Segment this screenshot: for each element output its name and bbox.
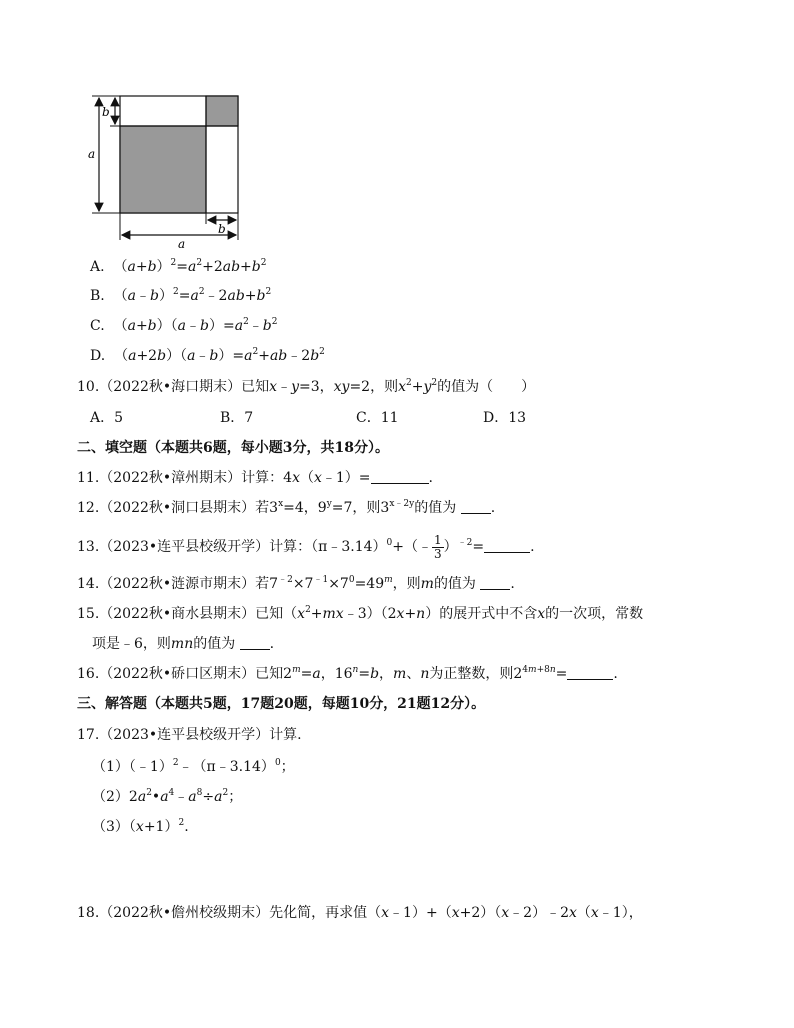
section-2-title: 二、填空题（本题共6题，每小题3分，共18分）。 [77,440,389,456]
section-3-title: 三、解答题（本题共5题，17题20题，每题10分，21题12分）。 [77,696,486,712]
label-b-left: b [102,105,110,119]
label-b-bottom: b [218,222,226,236]
answer-blank[interactable] [484,538,530,553]
shaded-small-square [206,96,238,126]
question-10-option-c: C．11 [356,410,399,426]
question-10-option-b: B．7 [220,410,254,426]
question-18: 18.（2022秋•儋州校级期末）先化简，再求值（x﹣1）+（x+2）（x﹣2）﹣2x（x﹣1）， [77,905,643,921]
answer-blank[interactable] [371,469,429,484]
question-13: 13.（2023•连平县校级开学）计算：（π﹣3.14）$^0$+（﹣ $\frac{1}{3}$ ）$^{﹣2}$= . [77,532,535,561]
option-c: C. $(a+b)(a﹣b)=a^2﹣b^2$ [90,317,278,334]
option-b: B. $(a﹣b)^2=a^2﹣2ab+b^2$ [90,287,272,304]
question-10-option-d: D．13 [483,410,527,426]
question-17: 17.（2023•连平县校级开学）计算. [77,727,302,743]
question-16: 16.（2022秋•硚口区期末）已知$2^m=a$，$16^n=b$，m、n为正整数，则$2^{4m+8n}=$ . [77,665,618,682]
answer-blank[interactable] [240,635,270,650]
question-12: 12.（2022秋•洞口县期末）若$3^x=4$，$9^y=7$，则$3^{x﹣2y}$的值为 . [77,499,496,516]
fraction-one-third: $\frac{1}{3}$ [434,532,442,561]
question-11: 11.（2022秋•漳州期末）计算：4x（x﹣1）= . [77,470,433,486]
option-a: A. $(a+b)^2=a^2+2ab+b^2$ [90,258,267,275]
answer-blank[interactable] [461,499,491,514]
question-14: 14.（2022秋•涟源市期末）若$7^{﹣2}\times 7^{﹣1}\times 7^0=49^m$，则m的值为 . [77,575,515,592]
question-17-part-2: $(2)2a^2•a^4﹣a^8\div a^2$； [92,788,243,805]
question-17-part-3: $(3)(x+1)^2$. [92,818,189,835]
label-a-bottom: a [178,237,186,251]
question-15-cont: 项是﹣6，则mn的值为 . [92,636,275,652]
square-diagram [86,90,246,251]
question-10: 10.（2022秋•海口期末）已知x﹣y=3，xy=2，则$x^2+y^2$的值为（ ） [77,378,536,395]
question-17-part-1: （1）（﹣1）$^2$﹣（π﹣3.14）$^0$； [92,758,295,775]
answer-blank[interactable] [567,665,613,680]
question-15: 15.（2022秋•商水县期末）已知$(x^2+mx﹣3)(2x+n)$的展开式中不含x的一次项，常数 [77,605,644,622]
option-d: D. $(a+2b)(a﹣b)=a^2+ab﹣2b^2$ [90,347,325,364]
label-a-left: a [88,147,96,161]
shaded-large-square [120,126,206,213]
answer-blank[interactable] [480,575,510,590]
question-10-option-a: A．5 [90,410,124,426]
